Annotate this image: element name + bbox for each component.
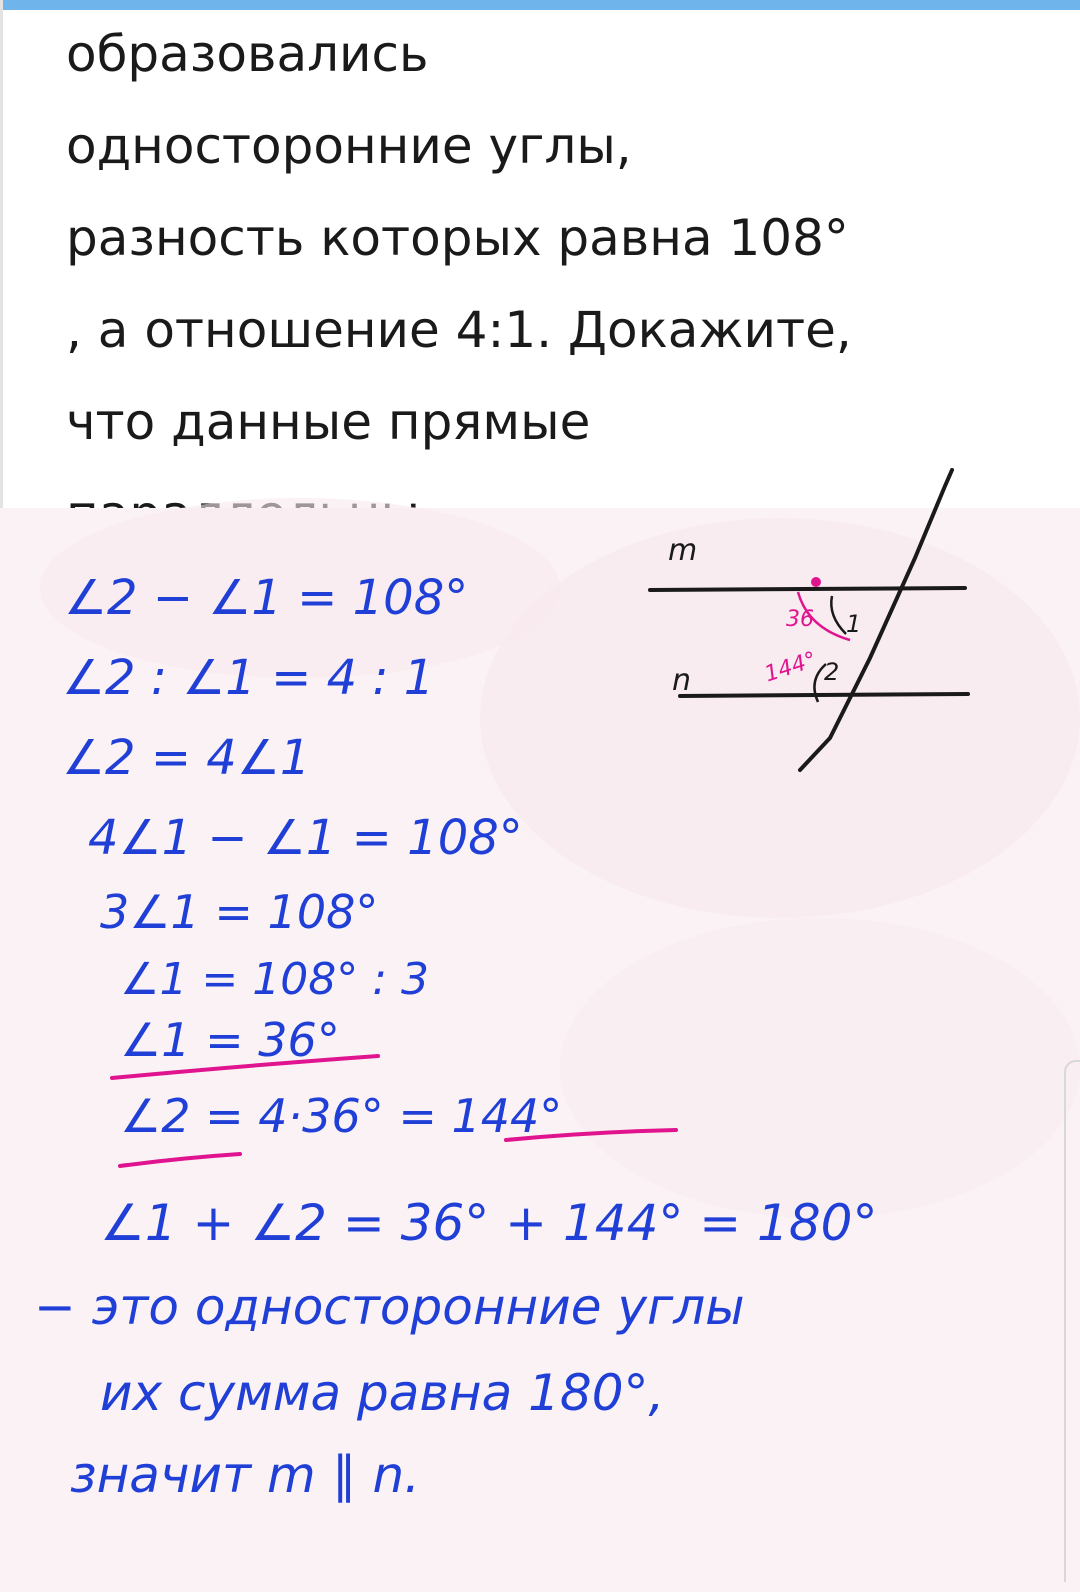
paper-tint <box>480 518 1080 918</box>
question-line: односторонние углы, <box>66 117 632 175</box>
angle-144-label: 144° <box>761 647 820 688</box>
question-line: , а отношение 4:1. Докажите, <box>66 301 852 359</box>
solution-line: ∠2 = 4·36° = 144° <box>120 1089 563 1143</box>
intersection-dot <box>811 577 821 587</box>
solution-line: их сумма равна 180°, <box>100 1364 665 1422</box>
question-line: разность которых равна 108° <box>66 209 849 267</box>
line-n <box>680 694 968 696</box>
solution-line: ∠2 − ∠1 = 108° <box>64 570 469 626</box>
scroll-edge-hint <box>1064 1060 1080 1582</box>
solution-line: ∠2 = 4∠1 <box>62 730 311 786</box>
angle2-label: 2 <box>824 658 840 686</box>
handwriting-canvas <box>0 468 1080 1592</box>
solution-line: ∠1 + ∠2 = 36° + 144° = 180° <box>100 1194 878 1252</box>
handwritten-solution-photo <box>0 468 1080 1592</box>
angle1-label: 1 <box>846 610 862 638</box>
question-line: что данные прямые <box>66 393 591 451</box>
solution-line: значит m ∥ n. <box>70 1446 421 1504</box>
question-line: образовались <box>66 25 429 83</box>
label-n: n <box>672 663 692 698</box>
solution-line: ∠1 = 36° <box>120 1013 340 1067</box>
label-m: m <box>668 533 698 568</box>
angle-36-label: 36 <box>786 607 814 632</box>
solution-line: ∠2 : ∠1 = 4 : 1 <box>62 650 435 706</box>
solution-line: ∠1 = 108° : 3 <box>120 954 430 1005</box>
solution-line: − это односторонние углы <box>34 1278 745 1336</box>
solution-line: 3∠1 = 108° <box>100 885 379 939</box>
solution-line: 4∠1 − ∠1 = 108° <box>88 810 523 866</box>
line-m <box>650 588 965 590</box>
paper-tint <box>560 918 1080 1218</box>
